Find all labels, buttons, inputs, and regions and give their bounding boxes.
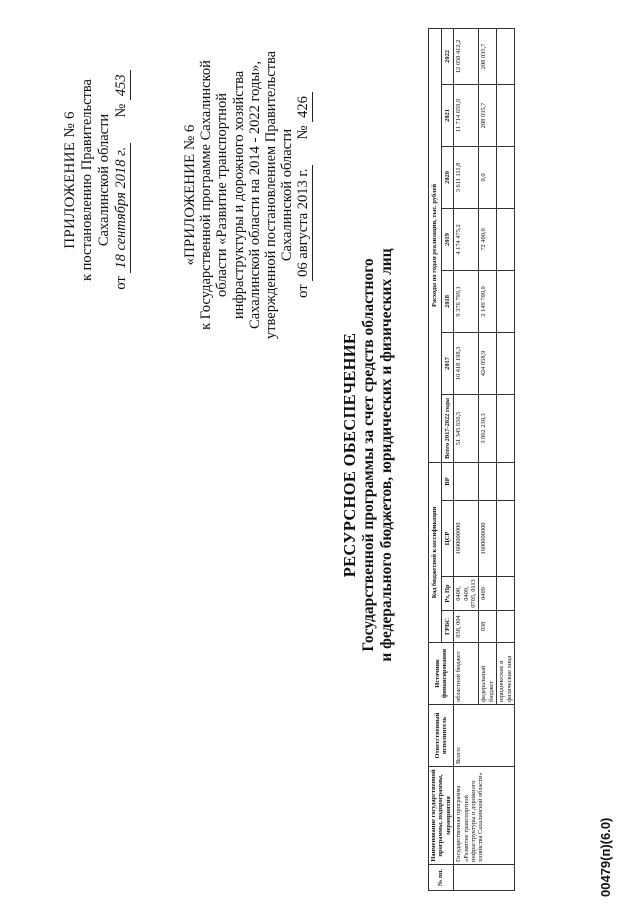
y2019-cell: 72 400,0 bbox=[479, 208, 497, 270]
program-number-label: № bbox=[295, 125, 312, 140]
header-code-group: Код бюджетной классификации bbox=[429, 462, 442, 642]
header-name: Наименование государственной программы, подпрограммы, мероприятия bbox=[429, 767, 454, 865]
y2019-cell: 4 174 475,2 bbox=[454, 208, 479, 270]
program-appendix-block bbox=[182, 10, 313, 380]
resource-table bbox=[428, 28, 515, 891]
header-source: Источник финансирования bbox=[429, 643, 454, 705]
total-cell bbox=[497, 394, 515, 462]
program-date-line bbox=[295, 10, 312, 380]
program-name-cell: Государственная программа «Развитие транспортной инфраструктуры и дорожного хозяйства Сахалинской области» bbox=[454, 767, 515, 865]
appendix-block bbox=[62, 15, 131, 345]
appendix-date-line bbox=[113, 15, 131, 345]
table-row bbox=[454, 28, 479, 890]
program-line: инфраструктуры и дорожного хозяйства bbox=[230, 70, 247, 320]
header-csr: ЦСР bbox=[441, 501, 454, 577]
source-cell: областной бюджет bbox=[454, 643, 479, 705]
title-line-3: и федерального бюджетов, юридических и физических лиц bbox=[378, 248, 395, 662]
y2020-cell: 0,0 bbox=[479, 146, 497, 208]
header-2019: 2019 bbox=[441, 208, 454, 270]
title-line-1: РЕСУРСНОЕ ОБЕСПЕЧЕНИЕ bbox=[340, 332, 359, 578]
header-2020: 2020 bbox=[441, 146, 454, 208]
program-line: к Государственной программе Сахалинской bbox=[198, 60, 215, 330]
program-line: утвержденной постановлением Правительства bbox=[263, 50, 280, 340]
y2018-cell bbox=[497, 270, 515, 332]
header-total: Всего 2017-2022 годы bbox=[441, 394, 454, 462]
header-responsible: Ответственный исполнитель bbox=[429, 705, 454, 767]
program-number: 426 bbox=[295, 92, 312, 122]
document-code-stamp: 00479(п)(6.0) bbox=[598, 817, 613, 897]
header-expense-group: Расходы по годам реализации, тыс. рублей bbox=[429, 28, 442, 462]
header-2021: 2021 bbox=[441, 84, 454, 146]
y2017-cell: 424 058,9 bbox=[479, 332, 497, 394]
row-number-cell bbox=[454, 865, 515, 891]
y2021-cell bbox=[497, 84, 515, 146]
grbs-cell: 038, 004 bbox=[454, 611, 479, 643]
y2018-cell: 9 376 799,1 bbox=[454, 270, 479, 332]
y2021-cell: 208 035,7 bbox=[479, 84, 497, 146]
y2019-cell bbox=[497, 208, 515, 270]
document-title bbox=[340, 95, 396, 815]
appendix-line-2: Сахалинской области bbox=[96, 113, 112, 247]
csr-cell bbox=[497, 501, 515, 577]
grbs-cell: 038 bbox=[479, 611, 497, 643]
appendix-from-label: от bbox=[113, 276, 129, 290]
source-cell: юридические и физические лица bbox=[497, 643, 515, 705]
y2021-cell: 11 714 659,9 bbox=[454, 84, 479, 146]
grbs-cell bbox=[497, 611, 515, 643]
appendix-number-label: № bbox=[113, 103, 129, 118]
header-rzpr: Рз, Пр bbox=[441, 577, 454, 611]
header-num: № пп. bbox=[429, 865, 454, 891]
header-vr: ВР bbox=[441, 462, 454, 500]
y2020-cell bbox=[497, 146, 515, 208]
title-line-2: Государственной программы за счет средств областного bbox=[360, 258, 377, 652]
source-cell: федеральный бюджет bbox=[479, 643, 497, 705]
program-from-label: от bbox=[295, 284, 312, 298]
vr-cell bbox=[479, 462, 497, 500]
header-2022: 2022 bbox=[441, 28, 454, 84]
rzpr-cell: 0408, 0409, 0705, 0113 bbox=[454, 577, 479, 611]
header-grbs: ГРБС bbox=[441, 611, 454, 643]
header-2017: 2017 bbox=[441, 332, 454, 394]
program-line: Сахалинской области bbox=[279, 128, 296, 262]
program-date: 06 августа 2013 г. bbox=[295, 165, 312, 281]
appendix-date: 18 сентября 2018 г. bbox=[113, 143, 131, 273]
appendix-heading: ПРИЛОЖЕНИЕ № 6 bbox=[62, 111, 78, 249]
csr-cell: 1600000000 bbox=[454, 501, 479, 577]
total-cell: 3 062 230,3 bbox=[479, 394, 497, 462]
appendix-line-1: к постановлению Правительства bbox=[79, 79, 95, 281]
program-appendix-heading: «ПРИЛОЖЕНИЕ № 6 bbox=[182, 124, 198, 266]
vr-cell bbox=[497, 462, 515, 500]
header-2018: 2018 bbox=[441, 270, 454, 332]
program-line: области «Развитие транспортной bbox=[214, 93, 231, 297]
y2017-cell bbox=[497, 332, 515, 394]
responsible-cell: Всего: bbox=[454, 705, 515, 767]
vr-cell bbox=[454, 462, 479, 500]
rzpr-cell bbox=[497, 577, 515, 611]
csr-cell: 1600000000 bbox=[479, 501, 497, 577]
y2017-cell: 10 418 198,3 bbox=[454, 332, 479, 394]
program-line: Сахалинской области на 2014 - 2022 годы», bbox=[246, 61, 263, 329]
y2022-cell: 12 050 412,2 bbox=[454, 28, 479, 84]
y2022-cell bbox=[497, 28, 515, 84]
rzpr-cell: 0409 bbox=[479, 577, 497, 611]
y2022-cell: 208 035,7 bbox=[479, 28, 497, 84]
y2020-cell: 3 611 111,8 bbox=[454, 146, 479, 208]
total-cell: 51 345 656,5 bbox=[454, 394, 479, 462]
appendix-number: 453 bbox=[113, 70, 131, 100]
y2018-cell: 2 149 700,0 bbox=[479, 270, 497, 332]
